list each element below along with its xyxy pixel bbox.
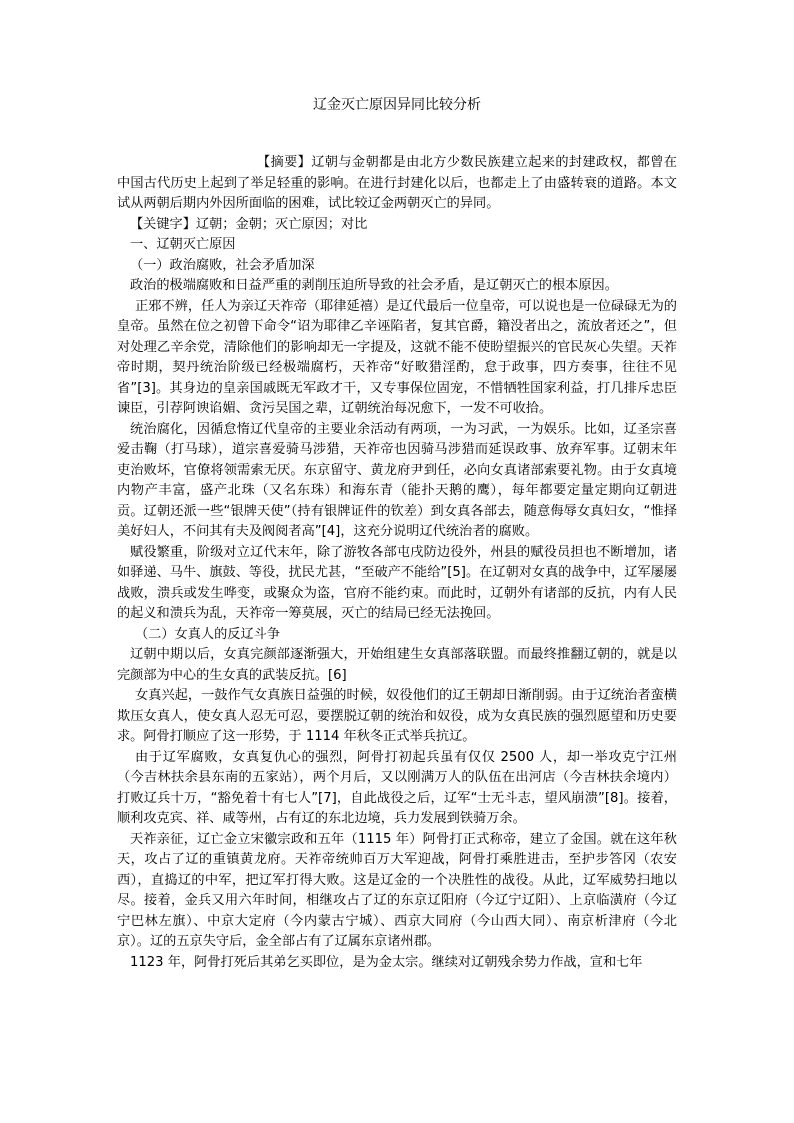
section-heading-1: 一、辽朝灭亡原因 — [130, 237, 236, 252]
abstract-paragraph: 【摘要】辽朝与金朝都是由北方少数民族建立起来的封建政权，都曾在中国古代历史上起到了举足轻重的影响。在进行封建化以后，也都走上了由盛转衰的道路。本文试从两朝后期内外因所面临的困难，试比较辽金两朝灭亡的异同。 — [117, 155, 677, 211]
body-paragraph: 赋役繁重，阶级对立辽代末年，除了游牧各部屯戌防边役外，州县的赋役员担也不断增加，诸如驿递、马牛、旗鼓、等役，扰民尤甚，“至破产不能给”[5]。在辽朝对女真的战争中，辽军屡屡战败，溃兵或发生哗变，或聚众为盗，官府不能约束。而此时，辽朝外有诸部的反抗，内有人民的起义和溃兵为乱，天祚帝一筹莫展，灭亡的结局已经无法挽回。 — [117, 544, 677, 621]
document-title: 辽金灭亡原因异同比较分析 — [313, 97, 481, 113]
body-paragraph: 1123 年，阿骨打死后其弟乞买即位，是为金太宗。继续对辽朝残余势力作战，宣和七年 — [130, 954, 643, 970]
body-paragraph: 女真兴起，一鼓作气女真族日益强的时候，奴役他们的辽王朝却日渐削弱。由于辽统治者蛮横欺压女真人，使女真人忍无可忍，要摆脱辽朝的统治和奴役，成为女真民族的强烈愿望和历史要求。阿骨打顺应了这一形势，于 1114 年秋冬正式举兵抗辽。 — [117, 688, 677, 744]
body-paragraph: 统治腐化，因循怠惰辽代皇帝的主要业余活动有两项，一为习武，一为娱乐。比如，辽圣宗喜爱击鞠（打马球），道宗喜爱骑马涉猎，天祚帝也因骑马涉猎而延误政事、放弃军事。辽朝末年吏治败坏，官僚将领需索无厌。东京留守、黄龙府尹到任，必向女真诸部索要礼物。由于女真境内物产丰富，盛产北珠（又名东珠）和海东青（能扑天鹅的鹰），每年都要定量定期向辽朝进贡。辽朝还派一些“银牌天使”（持有银牌证件的钦差）到女真各部去，随意侮辱女真妇女，“惟择美好妇人，不问其有夫及阀阅者高”[4]，这充分说明辽代统治者的腐败。 — [117, 421, 677, 539]
keywords-line: 【关键字】辽朝；金朝；灭亡原因；对比 — [130, 216, 368, 232]
body-paragraph: 政治的极端腐败和日益严重的剥削压迫所导致的社会矛盾，是辽朝灭亡的根本原因。 — [130, 278, 618, 293]
subsection-heading-1-2: （二）女真人的反辽斗争 — [135, 626, 281, 642]
body-paragraph: 辽朝中期以后，女真完颜部逐渐强大，开始组建生女真部落联盟。而最终推翻辽朝的，就是以完颜部为中心的生女真的武装反抗。[6] — [117, 647, 677, 683]
body-paragraph: 天祚亲征，辽亡金立宋徽宗政和五年（1115 年）阿骨打正式称帝，建立了金国。就在这年秋天，攻占了辽的重镇黄龙府。天祚帝统帅百万大军迎战，阿骨打乘胜进击，至护步答冈（农安西），直捣辽的中军，把辽军打得大败。这是辽金的一个决胜性的战役。从此，辽军威势扫地以尽。接着，金兵又用六年时间，相继攻占了辽的东京辽阳府（今辽宁辽阳）、上京临潢府（今辽宁巴林左旗）、中京大定府（今内蒙古宁城）、西京大同府（今山西大同）、南京析津府（今北京）。辽的五京失守后，金全部占有了辽属东京诸州郡。 — [117, 831, 677, 949]
document-page — [117, 95, 677, 973]
body-paragraph: 由于辽军腐败，女真复仇心的强烈，阿骨打初起兵虽有仅仅 2500 人，却一举攻克宁江州（今吉林扶余县东南的五家站），两个月后，又以刚满万人的队伍在出河店（今吉林扶余境内）打败辽兵十万，“豁免着十有七人”[7]，自此战役之后，辽军“士无斗志，望风崩溃”[8]。接着，顺利攻克宾、祥、咸等州，占有辽的东北边境，兵力发展到铁骑万余。 — [117, 749, 677, 826]
subsection-heading-1-1: （一）政治腐败，社会矛盾加深 — [130, 257, 315, 273]
body-paragraph: 正邪不辨，任人为亲辽天祚帝（耶律延禧）是辽代最后一位皇帝，可以说也是一位碌碌无为的皇帝。虽然在位之初曾下命令“诏为耶律乙辛诬陷者，复其官爵，籍没者出之，流放者还之”，但对处理乙辛余党，清除他们的影响却无一字提及，这就不能不使盼望振兴的官民灰心失望。天祚帝时期，契丹统治阶级已经极端腐朽，天祚帝“好畋猎淫酌，怠于政事，四方奏事，往往不见省”[3]。其身边的皇亲国戚既无军政才干，又专事保位固宠，不惜牺牲国家利益，打几排斥忠臣谏臣，引荐阿谀谄媚、贪污吴国之辈，辽朝统治每况愈下，一发不可收拾。 — [117, 298, 677, 416]
